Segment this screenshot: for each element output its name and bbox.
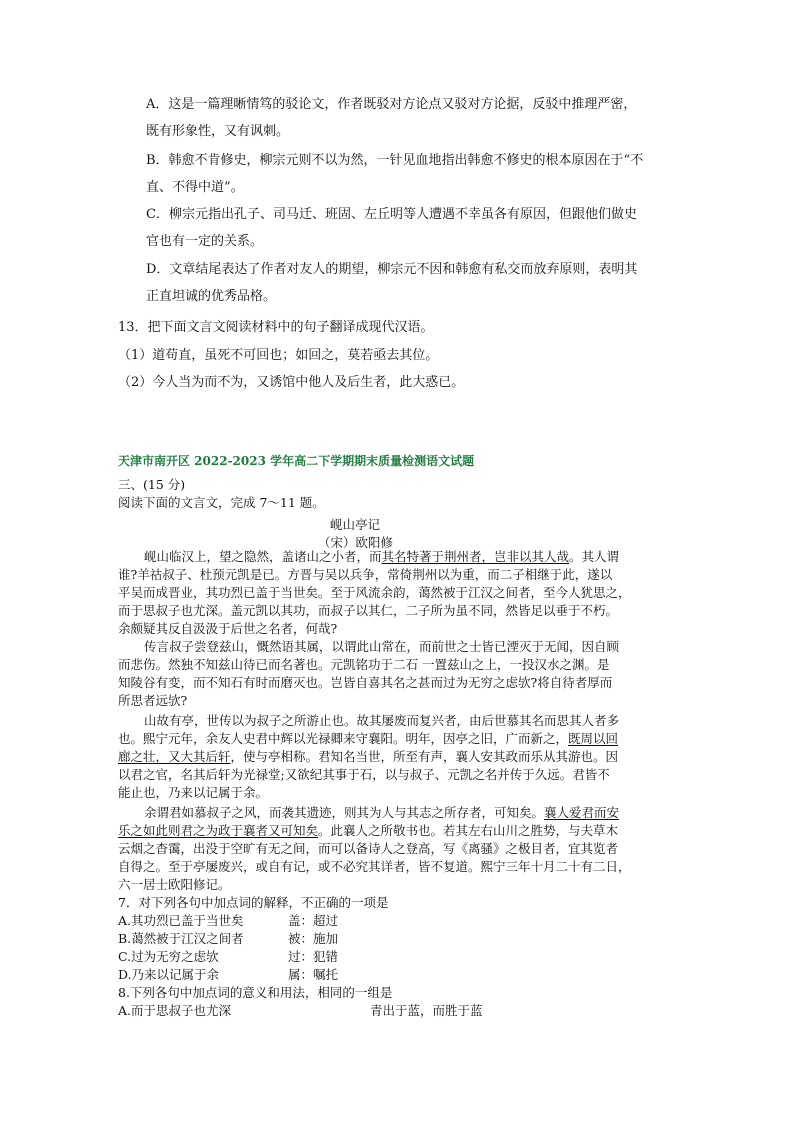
p3-text-b: ，使与亭相称。君知名当世，所至有声，襄人安其政而乐从其游也。因 [230, 749, 619, 764]
paragraph-4-line-3: 云烟之杳霭，出没于空旷有无之间，而可以备诗人之登高，写《离骚》之极目者，宜其览者 [118, 841, 619, 856]
paragraph-4-line-5: 六一居士欧阳修记。 [118, 877, 231, 892]
paragraph-3-line-1: 山故有亭，世传以为叔子之所游止也。故其屡废而复兴者，由后世慕其名而思其人者多 [144, 713, 620, 728]
essay-title: 岘山亭记 [330, 517, 381, 532]
paragraph-3-line-3 [118, 751, 618, 764]
question-7-stem: 7．对下列各句中加点词的解释，不正确的一项是 [118, 895, 389, 910]
option-d-line2: 正直坦诚的优秀品格。 [146, 289, 277, 304]
p4-underlined-b: 乐之如此则君之为政于襄者又可知矣 [118, 823, 319, 838]
option-b-line1: B．韩愈不肯修史，柳宗元则不以为然，一针见血地指出韩愈不修史的根本原因在于“不 [146, 153, 644, 168]
section-heading: 三、(15 分) [118, 477, 186, 492]
question-7-item-a: A.其功烈已盖于当世矣 [118, 913, 244, 928]
p1-underlined: 其名特著于荆州者，岂非以其人哉 [381, 549, 570, 564]
paragraph-3-line-4: 以君之官，名其后轩为光禄堂;又欲纪其事于石，以与叔子、元凯之名并传于久远。君皆不 [118, 767, 610, 782]
option-a-line1: A．这是一篇理晰情笃的驳论文，作者既驳对方论点又驳对方论据，反驳中推理严密， [146, 97, 637, 112]
question-7-item-d: D.乃来以记属于余 [118, 967, 220, 982]
question-7-gloss-a: 盖：超过 [288, 913, 339, 928]
paragraph-1-line-2: 谁?羊祜叔子、杜预元凯是已。方晋与吴以兵争，常倚荆州以为重，而二子相继于此，遂以 [118, 567, 613, 582]
question-7-gloss-c: 过：犯错 [288, 949, 339, 964]
paragraph-1-line-5: 余颇疑其反自汲汲于后世之名者，何哉? [118, 621, 338, 636]
paragraph-1-line-4: 而于思叔子也尤深。盖元凯以其功，而叔子以其仁，二子所为虽不同，然皆足以垂于不朽。 [118, 603, 619, 618]
p1-text-b: 。其人谓 [569, 549, 620, 564]
option-d-line1: D．文章结尾表达了作者对友人的期望，柳宗元不因和韩愈有私交而放弃原则，表明其 [146, 262, 638, 277]
paragraph-3-line-2 [118, 733, 618, 746]
paragraph-1-line-1 [144, 551, 619, 564]
option-c-line2: 官也有一定的关系。 [146, 234, 264, 249]
paragraph-2-line-1: 传言叔子尝登兹山，慨然语其属，以谓此山常在，而前世之士皆已湮灭于无闻，因自顾 [144, 639, 620, 654]
paragraph-1-line-3: 平吴而成晋业，其功烈已盖于当世矣。至于风流余韵，蔼然被于江汉之间者，至今人犹思之， [118, 585, 631, 600]
p3-underlined-b: 廊之壮，又大其后轩 [118, 749, 231, 764]
question-8-item-a-left: A.而于思叔子也尤深 [118, 1003, 232, 1018]
paragraph-2-line-2: 而悲伤。然独不知兹山待已而名著也。元凯铭功于二石 一置兹山之上，一投汉水之渊。是 [118, 657, 610, 672]
option-b-line2: 直、不得中道”。 [146, 180, 244, 195]
exam-title: 天津市南开区 2022-2023 学年高二下学期期末质量检测语文试题 [118, 454, 475, 468]
question-13-sentence-2: （2）今人当为而不为，又诱馆中他人及后生者，此大惑已。 [118, 375, 465, 390]
question-8-stem: 8.下列各句中加点词的意义和用法，相同的一组是 [118, 985, 393, 1000]
paragraph-4-line-1 [144, 807, 619, 820]
p3-underlined-a: 既周以回 [568, 731, 619, 746]
paragraph-4-line-2 [118, 825, 618, 838]
question-7-item-b: B.蔼然被于江汉之间者 [118, 931, 244, 946]
question-8-item-a-right: 青出于蓝，而胜于蓝 [370, 1003, 483, 1018]
question-13-stem: 13．把下面文言文阅读材料中的句子翻译成现代汉语。 [118, 320, 434, 335]
p4-text-b: 。此襄人之所敬书也。若其左右山川之胜势，与夫草木 [318, 823, 619, 838]
paragraph-2-line-3: 知陵谷有变，而不知石有时而磨灭也。岂皆自喜其名之甚而过为无穷之虑欤?将自待者厚而 [118, 675, 613, 690]
question-13-sentence-1: （1）道苟直，虽死不可回也；如回之，莫若亟去其位。 [118, 348, 439, 363]
option-a-line2: 既有形象性，又有讽刺。 [146, 124, 290, 139]
essay-author: （宋）欧阳修 [318, 535, 394, 550]
question-7-gloss-d: 属：嘱托 [288, 967, 339, 982]
p4-text-a: 余谓君如慕叔子之风，而袭其遗迹，则其为人与其志之所存者，可知矣。 [144, 805, 545, 820]
question-7-gloss-b: 被：施加 [288, 931, 339, 946]
instruction: 阅读下面的文言文，完成 7～11 题。 [118, 495, 325, 510]
question-7-item-c: C.过为无穷之虑欤 [118, 949, 219, 964]
p1-text-a: 岘山临汉上，望之隐然，盖诸山之小者，而 [144, 549, 382, 564]
paragraph-2-line-4: 所思者远欤? [118, 693, 188, 708]
option-c-line1: C．柳宗元指出孔子、司马迁、班固、左丘明等人遭遇不幸虽各有原因，但跟他们做史 [146, 207, 637, 222]
p3-text-a: 也。熙宁元年，余友人史君中辉以光禄卿来守襄阳。明年，因亭之旧，广而新之， [118, 731, 569, 746]
p4-underlined-a: 襄人爱君而安 [544, 805, 620, 820]
paragraph-4-line-4: 自得之。至于亭屡废兴，或自有记，或不必究其详者，皆不复道。熙宁三年十月二十有二日， [118, 859, 631, 874]
paragraph-3-line-5: 能止也，乃来以记属于余。 [118, 785, 269, 800]
